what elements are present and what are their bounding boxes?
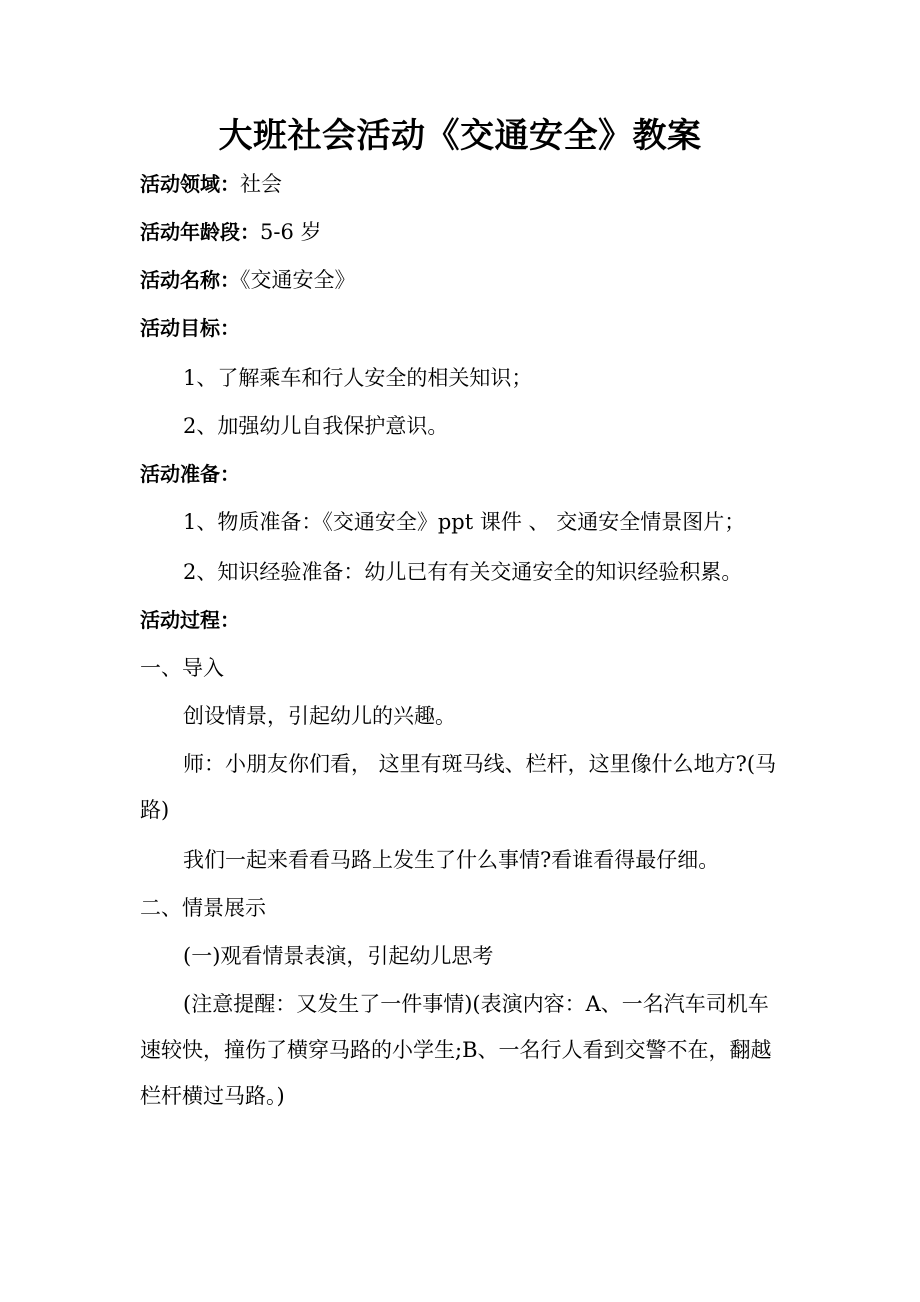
goals-heading: 活动目标： bbox=[140, 316, 240, 340]
section-paragraph: 创设情景，引起幼儿的兴趣。 bbox=[183, 704, 456, 728]
activity-name-row bbox=[140, 260, 790, 300]
process-heading: 活动过程： bbox=[140, 608, 240, 632]
activity-age-label: 活动年龄段： bbox=[140, 220, 260, 244]
section-paragraph: 我们一起来看看马路上发生了什么事情?看谁看得最仔细。 bbox=[183, 848, 720, 872]
prep-item: 2、知识经验准备：幼儿已有有关交通安全的知识经验积累。 bbox=[183, 560, 743, 584]
prep-heading: 活动准备： bbox=[140, 462, 240, 486]
activity-field-label: 活动领域： bbox=[140, 172, 240, 196]
prep-item: 1、物质准备：《交通安全》ppt 课件 、 交通安全情景图片； bbox=[183, 510, 746, 534]
activity-age-value: 5-6 岁 bbox=[260, 220, 322, 244]
section-heading-intro: 一、导入 bbox=[140, 656, 224, 680]
section-paragraph: 师：小朋友你们看， 这里有斑马线、栏杆，这里像什么地方?(马路) bbox=[140, 752, 777, 822]
activity-age-row bbox=[140, 212, 790, 252]
goal-item: 2、加强幼儿自我保护意识。 bbox=[183, 414, 449, 438]
section-heading-scenario: 二、情景展示 bbox=[140, 896, 266, 920]
section-paragraph: (一)观看情景表演，引起幼儿思考 bbox=[183, 944, 494, 968]
activity-name-label: 活动名称： bbox=[140, 268, 240, 292]
activity-field-value: 社会 bbox=[240, 172, 282, 196]
section-paragraph: (注意提醒：又发生了一件事情)(表演内容：A、一名汽车司机车速较快，撞伤了横穿马路的小学生;B、一名行人看到交警不在，翻越栏杆横过马路。) bbox=[140, 992, 772, 1108]
activity-field-row bbox=[140, 164, 790, 204]
goal-item: 1、了解乘车和行人安全的相关知识； bbox=[183, 366, 533, 390]
activity-name-value: 《交通安全》 bbox=[240, 268, 356, 292]
document-title: 大班社会活动《交通安全》教案 bbox=[218, 116, 702, 156]
